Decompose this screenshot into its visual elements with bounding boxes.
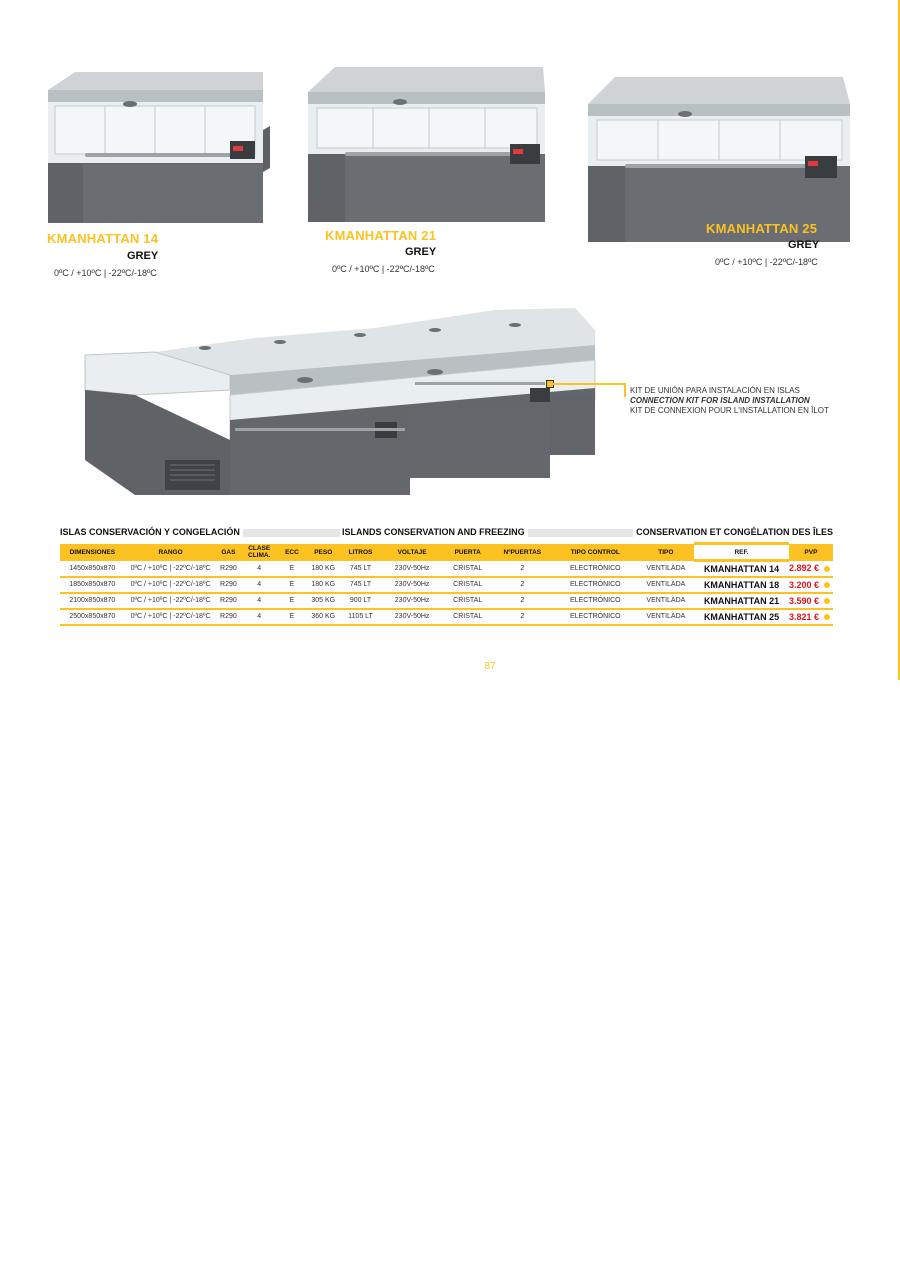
product-color: GREY [405,246,437,258]
bullet-dot-icon [824,566,830,572]
cell-litros: 745 LT [341,577,381,593]
header-voltaje: VOLTAJE [397,548,427,556]
cell-dimensiones: 2100x850x870 [60,593,125,609]
cell-peso: 180 KG [306,577,341,593]
cell-npuertas: 2 [492,561,554,577]
product-color: GREY [127,250,159,262]
table-row [60,593,833,609]
cell-rango: 0ºC / +10ºC | -22ºC/-18ºC [125,593,217,609]
table-row [60,561,833,577]
header-npuertas: NºPUERTAS [503,548,542,556]
header-tipo: TIPO [658,548,674,556]
product-title: KMANHATTAN 21 [325,228,437,243]
product-color: GREY [788,239,820,251]
cell-peso: 180 KG [306,561,341,577]
cell-litros: 1105 LT [341,609,381,625]
cell-peso: 360 KG [306,609,341,625]
cell-peso: 305 KG [306,593,341,609]
cell-tipo-control: ELECTRÓNICO [553,593,637,609]
product-range: 0ºC / +10ºC | -22ºC/-18ºC [715,257,818,267]
product-title: KMANHATTAN 25 [706,221,818,236]
header-clase-clima: CLASE CLIMA. [248,545,271,559]
cell-ref: KMANHATTAN 14 [694,561,789,577]
cell-gas: R290 [216,593,240,609]
cell-voltaje: 230V-50Hz [380,561,444,577]
price: 3.821 € [788,611,819,622]
cell-litros: 900 LT [341,593,381,609]
cell-tipo-control: ELECTRÓNICO [553,561,637,577]
cell-ecc: E [278,561,306,577]
cell-puerta: CRISTAL [444,609,492,625]
cell-gas: R290 [216,577,240,593]
freezer-image-kmanhattan-25 [585,72,853,242]
island-freezer-image [75,300,600,500]
section-heading [60,527,833,538]
header-ref: REF. [694,544,789,561]
cell-puerta: CRISTAL [444,561,492,577]
cell-gas: R290 [216,561,240,577]
header-rango: RANGO [158,548,183,556]
header-peso: PESO [314,548,333,556]
header-puerta: PUERTA [454,548,481,556]
price: 3.200 € [788,579,819,590]
product-title: KMANHATTAN 14 [47,231,159,246]
cell-pvp [789,561,833,577]
cell-voltaje: 230V-50Hz [380,593,444,609]
kit-caption-fr: KIT DE CONNEXION POUR L'INSTALLATION EN ÎLOT [630,406,829,415]
bullet-dot-icon [824,614,830,620]
cell-pvp [789,609,833,625]
kit-caption-es: KIT DE UNIÓN PARA INSTALACIÓN EN ISLAS [630,386,800,395]
bullet-dot-icon [824,582,830,588]
kit-callout-line [549,383,626,385]
cell-dimensiones: 1450x850x870 [60,561,125,577]
cell-litros: 745 LT [341,561,381,577]
kit-caption [630,386,829,416]
product-range: 0ºC / +10ºC | -22ºC/-18ºC [54,268,157,278]
cell-ref: KMANHATTAN 18 [694,577,789,593]
cell-dimensiones: 2500x850x870 [60,609,125,625]
cell-clase-clima: 4 [240,609,278,625]
section-heading-en: ISLANDS CONSERVATION AND FREEZING [340,527,528,538]
cell-voltaje: 230V-50Hz [380,577,444,593]
cell-npuertas: 2 [492,593,554,609]
cell-clase-clima: 4 [240,561,278,577]
header-ecc: ECC [285,548,299,556]
header-dimensiones: DIMENSIONES [69,548,116,556]
header-litros: LITROS [348,548,373,556]
cell-npuertas: 2 [492,609,554,625]
cell-ref: KMANHATTAN 25 [694,609,789,625]
cell-tipo: VENTILADA [638,593,695,609]
cell-tipo: VENTILADA [638,609,695,625]
cell-voltaje: 230V-50Hz [380,609,444,625]
cell-rango: 0ºC / +10ºC | -22ºC/-18ºC [125,609,217,625]
cell-pvp [789,577,833,593]
cell-clase-clima: 4 [240,593,278,609]
cell-puerta: CRISTAL [444,577,492,593]
section-heading-es: ISLAS CONSERVACIÓN Y CONGELACIÓN [60,527,243,538]
price: 2.892 € [788,563,819,573]
bullet-dot-icon [824,598,830,604]
cell-rango: 0ºC / +10ºC | -22ºC/-18ºC [125,577,217,593]
table-row [60,577,833,593]
cell-ecc: E [278,593,306,609]
spec-table [60,542,833,626]
cell-tipo: VENTILADA [638,561,695,577]
header-tipo-control: TIPO CONTROL [570,548,620,556]
kit-caption-en: CONNECTION KIT FOR ISLAND INSTALLATION [630,396,810,405]
freezer-image-kmanhattan-21 [305,62,548,222]
section-heading-fr: CONSERVATION ET CONGÉLATION DES ÎLES [633,527,833,538]
cell-ecc: E [278,577,306,593]
cell-pvp [789,593,833,609]
product-range: 0ºC / +10ºC | -22ºC/-18ºC [332,264,435,274]
cell-clase-clima: 4 [240,577,278,593]
cell-ecc: E [278,609,306,625]
cell-gas: R290 [216,609,240,625]
cell-dimensiones: 1850x850x870 [60,577,125,593]
freezer-image-kmanhattan-14 [45,68,270,223]
cell-puerta: CRISTAL [444,593,492,609]
spec-table-header [60,544,833,561]
kit-callout-line-vertical [624,383,626,397]
header-pvp: PVP [804,548,818,556]
cell-rango: 0ºC / +10ºC | -22ºC/-18ºC [125,561,217,577]
table-row [60,609,833,625]
cell-tipo-control: ELECTRÓNICO [553,577,637,593]
price: 3.590 € [788,595,819,606]
page-number: 87 [484,661,496,672]
cell-ref: KMANHATTAN 21 [694,593,789,609]
cell-tipo-control: ELECTRÓNICO [553,609,637,625]
header-gas: GAS [221,548,236,556]
cell-tipo: VENTILADA [638,577,695,593]
cell-npuertas: 2 [492,577,554,593]
